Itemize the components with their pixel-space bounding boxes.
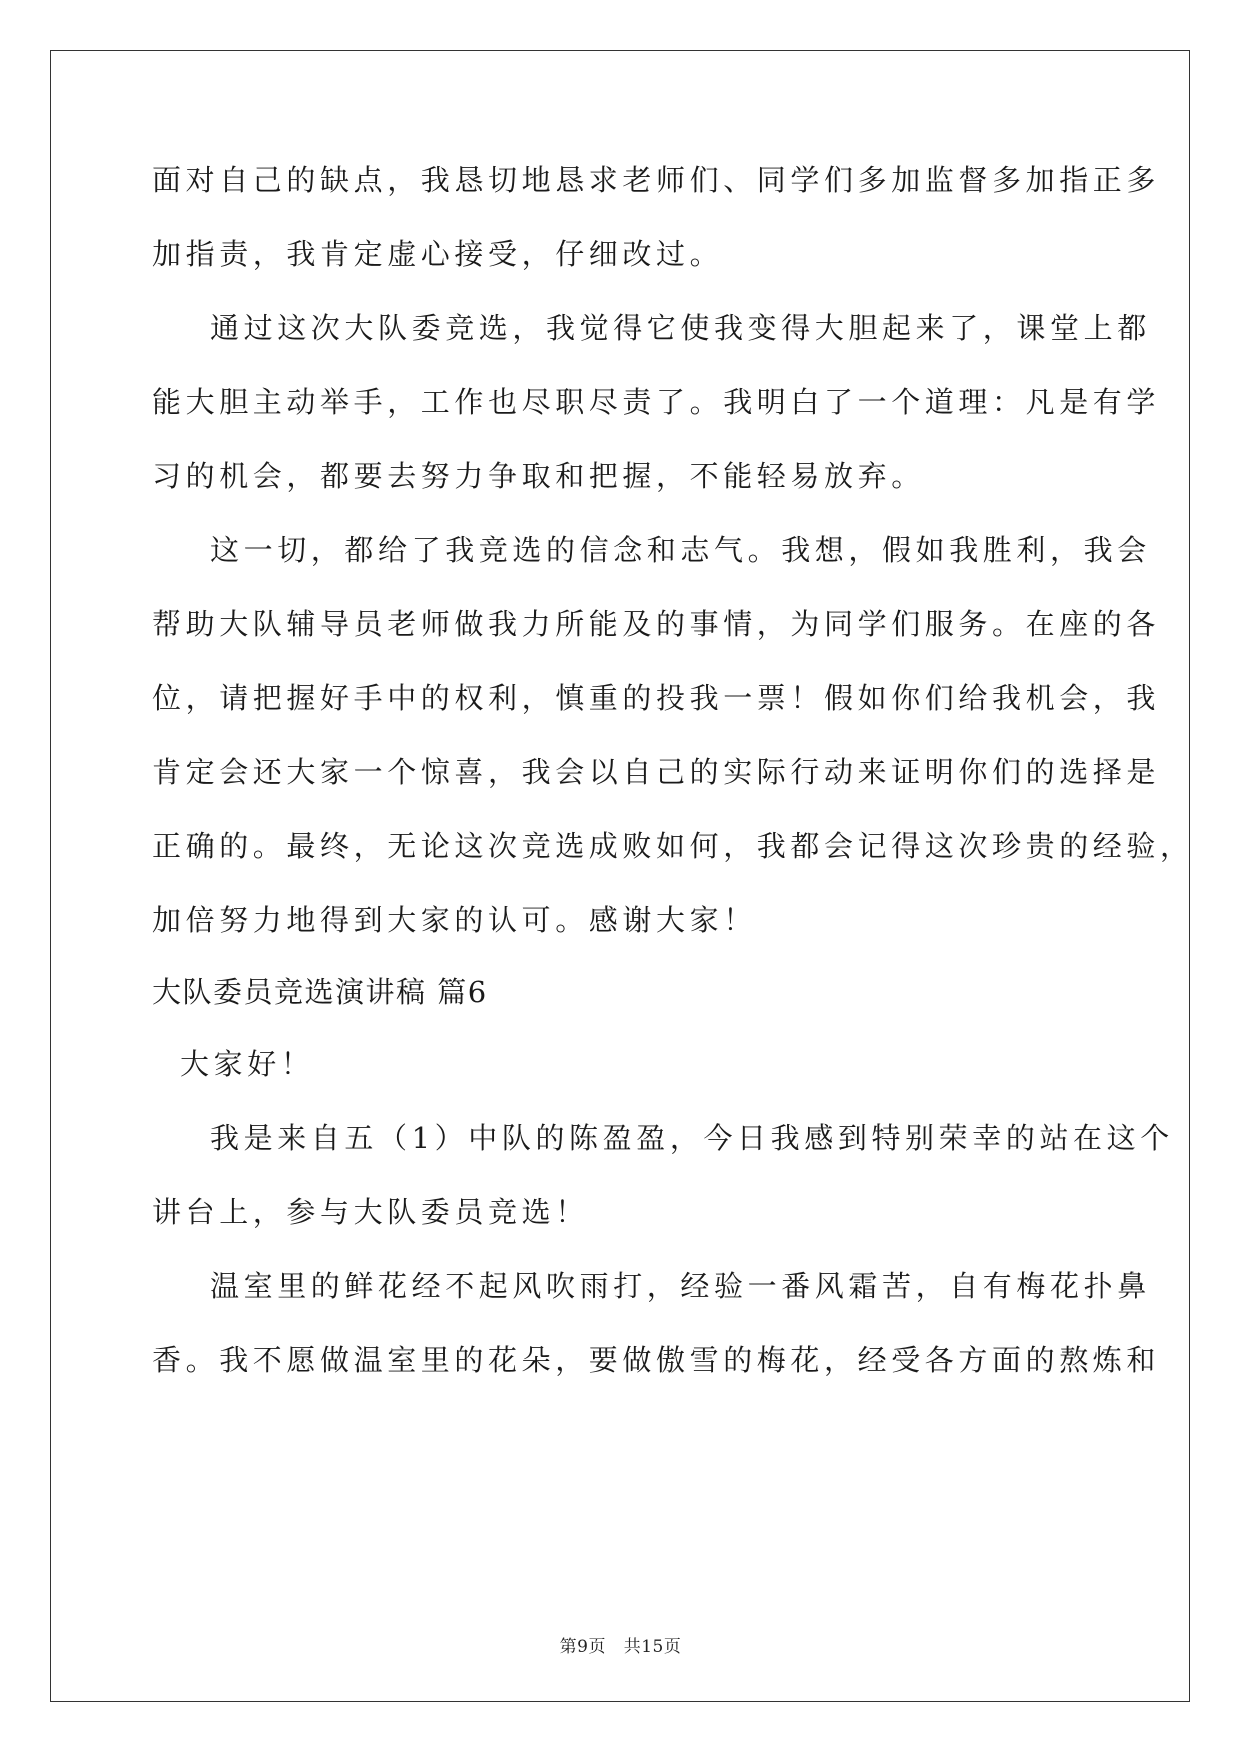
paragraph-line: 位，请把握好手中的权利，慎重的投我一票！假如你们给我机会，我 bbox=[152, 681, 1161, 715]
paragraph-line: 能大胆主动举手，工作也尽职尽责了。我明白了一个道理：凡是有学 bbox=[152, 385, 1161, 419]
greeting-line: 大家好！ bbox=[180, 1047, 315, 1081]
paragraph-line: 香。我不愿做温室里的花朵，要做傲雪的梅花，经受各方面的熬炼和 bbox=[152, 1343, 1161, 1377]
paragraph-line: 通过这次大队委竞选，我觉得它使我变得大胆起来了，课堂上都 bbox=[210, 311, 1151, 345]
paragraph-line: 加指责，我肯定虚心接受，仔细改过。 bbox=[152, 237, 724, 271]
paragraph-line: 温室里的鲜花经不起风吹雨打，经验一番风霜苦，自有梅花扑鼻 bbox=[210, 1269, 1151, 1303]
page-total: 共15页 bbox=[623, 1637, 682, 1657]
page-border bbox=[50, 50, 1190, 1702]
section-heading: 大队委员竞选演讲稿 篇6 bbox=[152, 975, 488, 1009]
paragraph-line: 加倍努力地得到大家的认可。感谢大家！ bbox=[152, 903, 757, 937]
page-footer bbox=[0, 1632, 1241, 1657]
paragraph-line: 习的机会，都要去努力争取和把握，不能轻易放弃。 bbox=[152, 459, 925, 493]
page-number: 第9页 bbox=[559, 1637, 606, 1657]
paragraph-line: 正确的。最终，无论这次竞选成败如何，我都会记得这次珍贵的经验， bbox=[152, 829, 1194, 863]
paragraph-line: 讲台上，参与大队委员竞选！ bbox=[152, 1195, 589, 1229]
paragraph-line: 肯定会还大家一个惊喜，我会以自己的实际行动来证明你们的选择是 bbox=[152, 755, 1161, 789]
paragraph-line: 面对自己的缺点，我恳切地恳求老师们、同学们多加监督多加指正多 bbox=[152, 163, 1161, 197]
paragraph-line: 这一切，都给了我竞选的信念和志气。我想，假如我胜利，我会 bbox=[210, 533, 1151, 567]
paragraph-line: 我是来自五（1）中队的陈盈盈，今日我感到特别荣幸的站在这个 bbox=[210, 1121, 1174, 1155]
paragraph-line: 帮助大队辅导员老师做我力所能及的事情，为同学们服务。在座的各 bbox=[152, 607, 1161, 641]
